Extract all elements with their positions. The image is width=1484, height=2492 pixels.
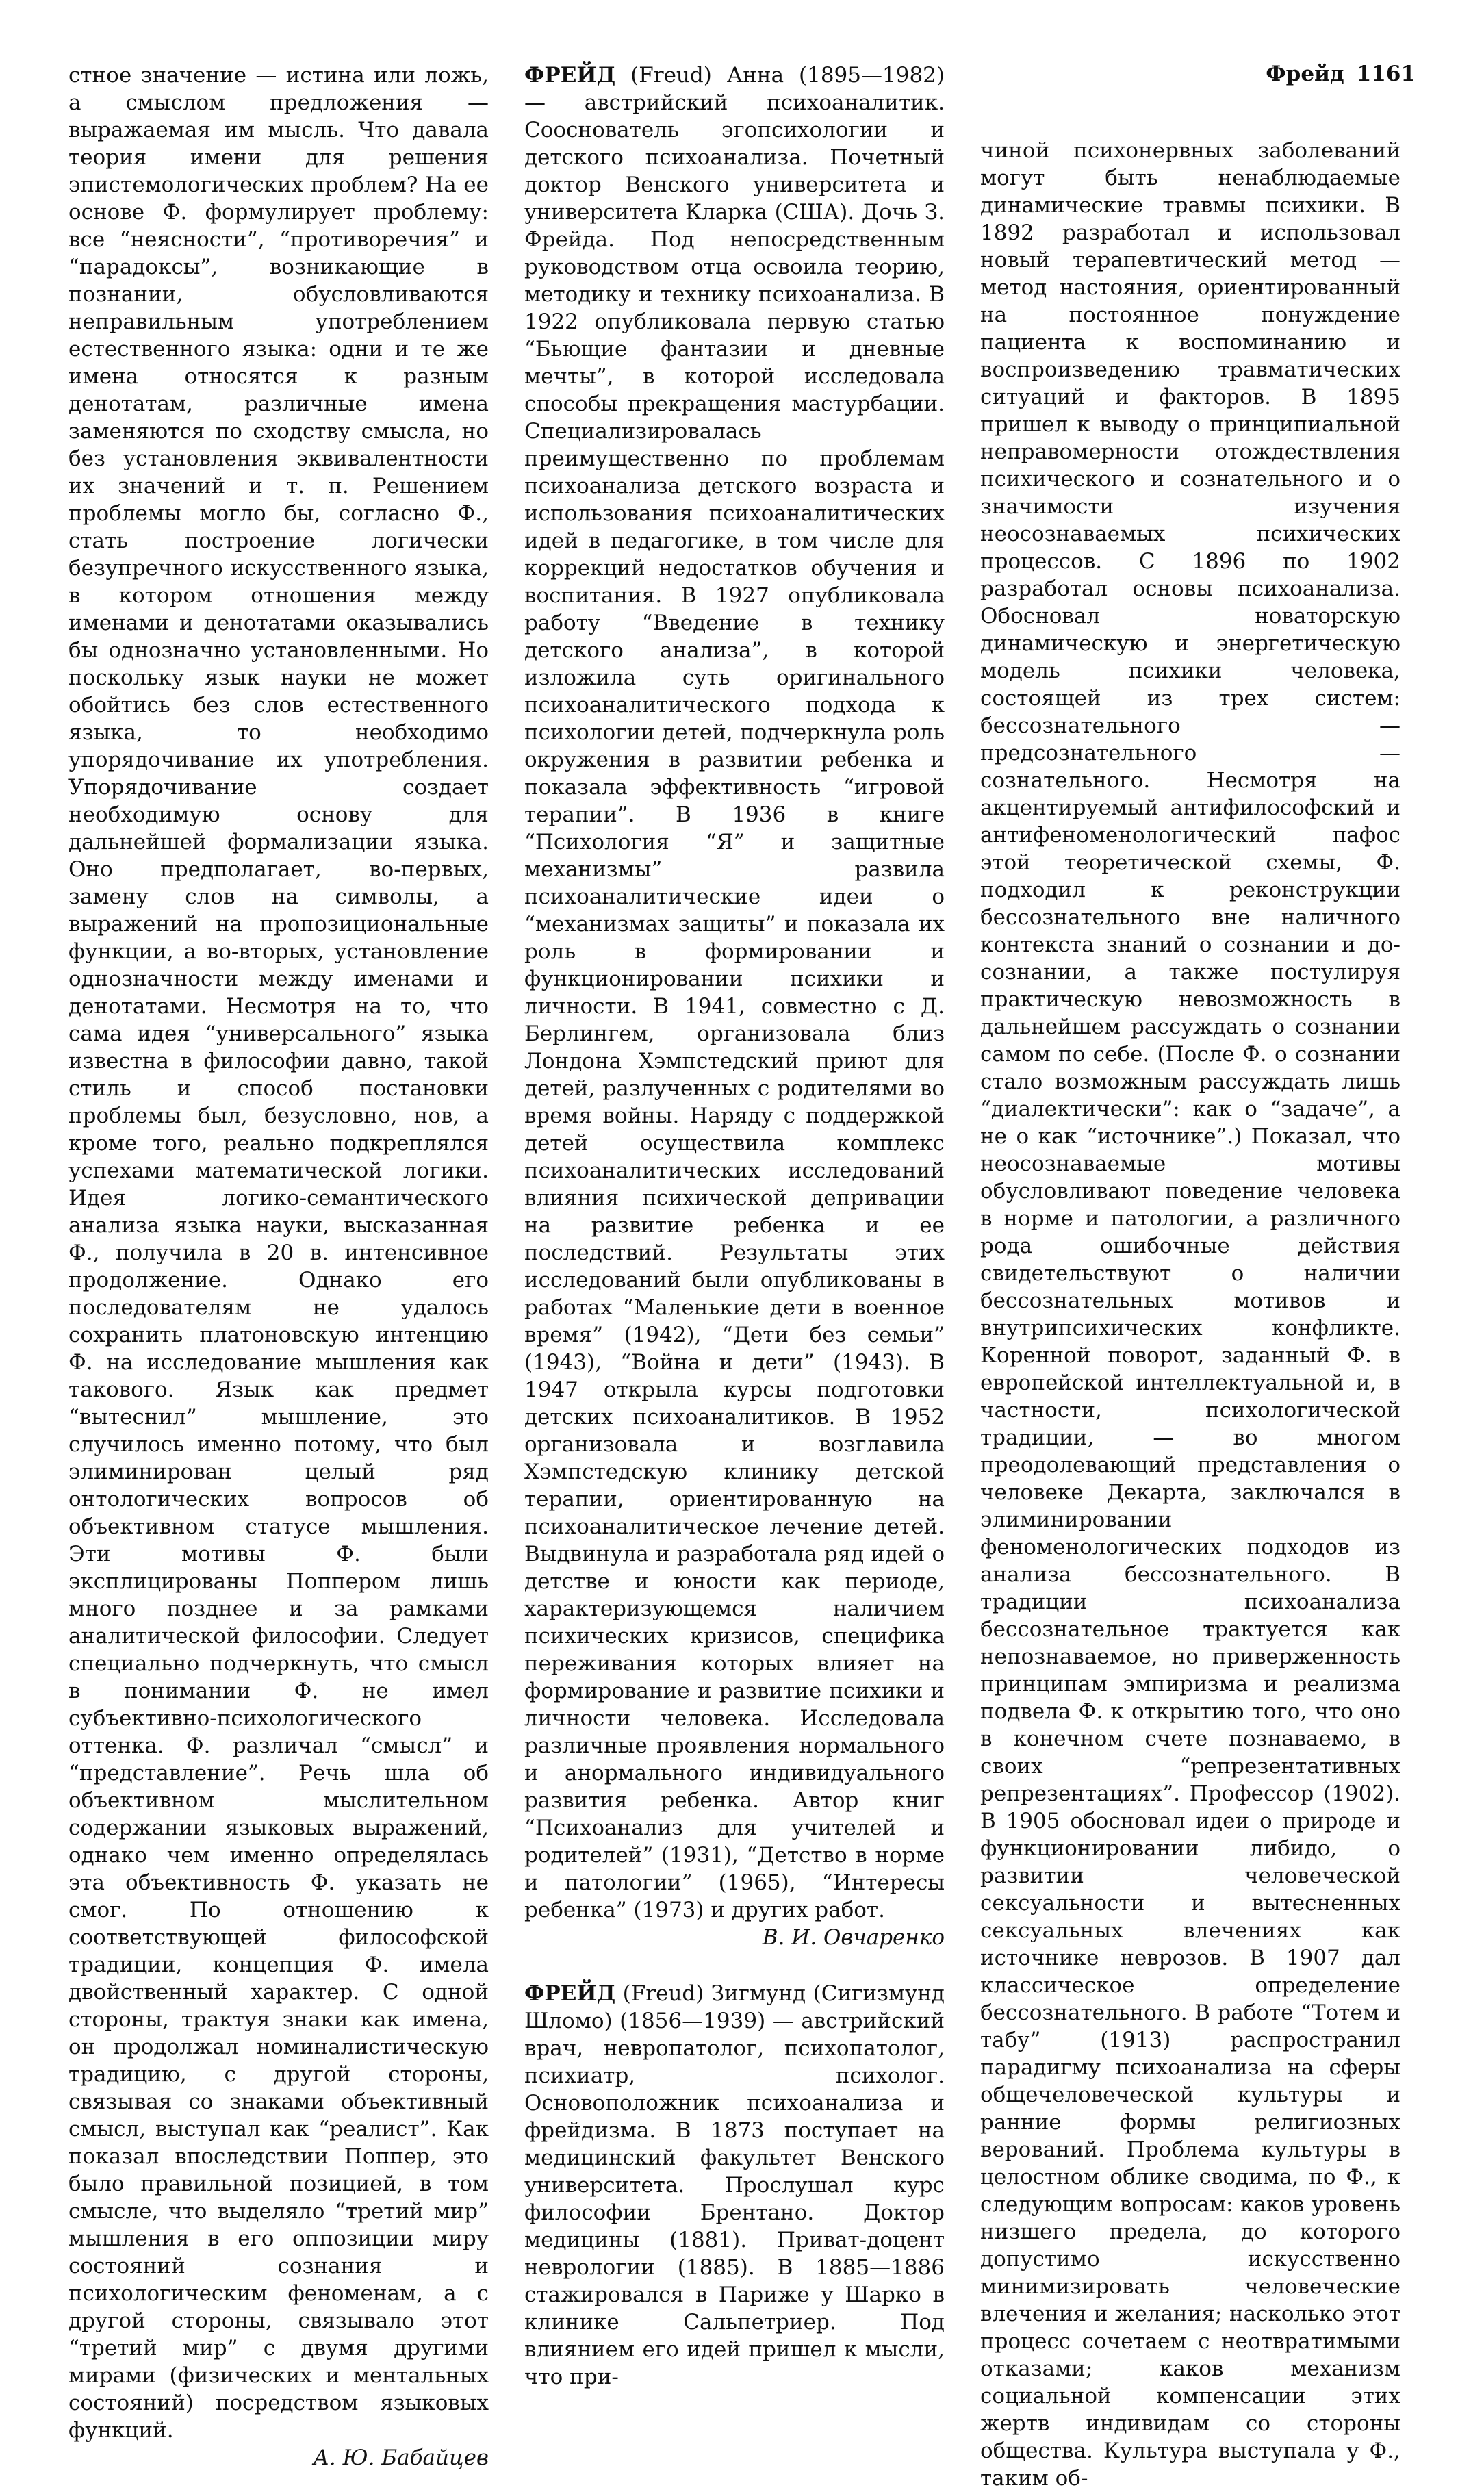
entry-continuation-text: чиной психонервных заболеваний могут быть ненаблюдаемые динамические травмы психики. В 1892 разработал и использовал новый терапевтический метод — метод настояния, ориентированный на постоянное понуждение пациента к воспоминанию и воспроизведению травматических ситуаций и факторов. В 1895 пришел к выводу о принципиальной неправомерности отождествления психического и сознательного и о значимости изучения неосознаваемых психических процессов. С 1896 по 1902 разработал основы психоанализа. Обосновал новаторскую динамическую и энергетическую модель психики человека, состоящей из трех систем: бессознательного — предсознательного — сознательного. Несмотря на акцентируемый антифилософский и антифеноменологический пафос этой теоретической схемы, Ф. подходил к реконструкции бессознательного вне наличного контекста знаний о сознании и до-сознании, а также постулируя практическую невозможность в дальнейшем рассуждать о сознании самом по себе. (После Ф. о сознании стало возможным рассуждать лишь “диалектически”: как о “задаче”, а не о как “источнике”.) Показал, что неосознаваемые мотивы обусловливают поведение человека в норме и патологии, а различного рода ошибочные действия свидетельствуют о наличии бессознательных мотивов и внутрипсихических конфликте. Коренной поворот, заданный Ф. в европейской интеллектуальной и, в частности, психологической традиции, — во многом преодолевающий представления о человеке Декарта, заключался в элиминировании феноменологических подходов из анализа бессознательного. В традиции психоанализа бессознательное трактуется как непознаваемое, но приверженность принципам эмпиризма и реализма подвела Ф. к открытию того, что оно в конечном счете познаваемо, в своих “репрезентативных репрезентациях”. Профессор (1902). В 1905 обосновал идеи о природе и функционировании либидо, о развитии человеческой сексуальности и вытесненных сексуальных влечениях как источнике неврозов. В 1907 дал классическое определение бессознательного. В работе “Тотем и табу” (1913) распространил парадигму психоанализа на сферы общечеловеческой культуры и ранние формы религиозных верований. Проблема культуры в целостном облике сводима, по Ф., к следующим вопросам: каков уровень низшего предела, до которого допустимо искусственно минимизировать человеческие влечения и желания; насколько этот процесс сочетаем с неотвратимыми отказами; каков механизм социальной компенсации этих жертв индивидам со стороны общества. Культура выступала у Ф., таким об- bbox=[980, 138, 1400, 2491]
article-continuation-text: стное значение — истина или ложь, а смыслом предложения — выражаемая им мысль. Что давала теория имени для решения эпистемологических проблем? На ее основе Ф. формулирует проблему: все “неясности”, “противоречия” и “парадоксы”, возникающие в познании, обусловливаются неправильным употреблением естественного языка: одни и те же имена относятся к разным денотатам, различные имена заменяются по сходству смысла, но без установления эквивалентности их значений и т. п. Решением проблемы могло бы, согласно Ф., стать построение логически безупречного искусственного языка, в котором отношения между именами и денотатами оказывались бы однозначно установленными. Но поскольку язык науки не может обойтись без слов естественного языка, то необходимо упорядочивание их употребления. Упорядочивание создает необходимую основу для дальнейшей формализации языка. Оно предполагает, во-первых, замену слов на символы, а выражений на пропозициональные функции, а во-вторых, установление однозначности между именами и денотатами. Несмотря на то, что сама идея “универсального” языка известна в философии давно, такой стиль и способ постановки проблемы был, безусловно, нов, а кроме того, реально подкреплялся успехами математической логики. Идея логико-семантического анализа языка науки, высказанная Ф., получила в 20 в. интенсивное продолжение. Однако его последователям не удалось сохранить платоновскую интенцию Ф. на исследование мышления как такового. Язык как предмет “вытеснил” мышление, это случилось именно потому, что был элиминирован целый ряд онтологических вопросов об объективном статусе мышления. Эти мотивы Ф. были эксплицированы Поппером лишь много позднее и за рамками аналитической философии. Следует специально подчеркнуть, что смысл в понимании Ф. не имел субъективно-психологического оттенка. Ф. различал “смысл” и “представление”. Речь шла об объективном мыслительном содержании языковых выражений, однако чем именно определялась эта объективность Ф. указать не смог. По отношению к соответствующей философской традиции, концепция Ф. имела двойственный характер. С одной стороны, трактуя знаки как имена, он продолжал номиналистическую традицию, с другой стороны, связывая со знаками объективный смысл, выступал как “реалист”. Как показал впоследствии Поппер, это было правильной позицией, в том смысле, что выделяло “третий мир” мышления в его оппозиции миру состояний сознания и психологическим феноменам, а с другой стороны, связывало этот “третий мир” с двумя другими мирами (физических и ментальных состояний) посредством языковых функций. bbox=[68, 63, 489, 2443]
entry-body: (Freud) Анна (1895—1982) — австрийский психоаналитик. Сооснователь эгопсихологии и детского психоанализа. Почетный доктор Венского университета и университета Кларка (США). Дочь З. Фрейда. Под непосредственным руководством отца освоила теорию, методику и технику психоанализа. В 1922 опубликовала первую статью “Бьющие фантазии и дневные мечты”, в которой исследовала способы прекращения мастурбации. Специализировалась преимущественно по проблемам психоанализа детского возраста и использования психоаналитических идей в педагогике, в том числе для коррекций недостатков обучения и воспитания. В 1927 опубликовала работу “Введение в технику детского анализа”, в которой изложила суть оригинального психоаналитического подхода к психологии детей, подчеркнула роль окружения в развитии ребенка и показала эффективность “игровой терапии”. В 1936 в книге “Психология “Я” и защитные механизмы” развила психоаналитические идеи о “механизмах защиты” и показала их роль в формировании и функционировании психики и личности. В 1941, совместно с Д. Берлингем, организовала близ Лондона Хэмпстедский приют для детей, разлученных с родителями во время войны. Наряду с поддержкой детей осуществила комплекс психоаналитических исследований влияния психической депривации на развитие ребенка и ее последствий. Результаты этих исследований были опубликованы в работах “Маленькие дети в военное время” (1942), “Дети без семьи” (1943), “Война и дети” (1943). В 1947 открыла курсы подготовки детских психоаналитиков. В 1952 организовала и возглавила Хэмпстедскую клинику детской терапии, ориентированную на психоаналитическое лечение детей. Выдвинула и разработала ряд идей о детстве и юности как периоде, характеризующемся наличием психических кризисов, специфика переживания которых влияет на формирование и развитие психики и личности человека. Исследовала различные проявления нормального и анормального индивидуального развития ребенка. Автор книг “Психоанализ для учителей и родителей” (1931), “Детство в норме и патологии” (1965), “Интересы ребенка” (1973) и других работ. bbox=[524, 63, 945, 1922]
running-title: Фрейд bbox=[1266, 62, 1344, 86]
page-number: 1161 bbox=[1356, 62, 1416, 86]
entry-separator bbox=[524, 1951, 945, 1980]
entry-freud-anna bbox=[524, 62, 945, 1924]
column-middle bbox=[524, 62, 945, 2391]
entry-body: (Freud) Зигмунд (Сигизмунд Шломо) (1856—1939) — австрийский врач, невропатолог, психопатолог, психиатр, психолог. Основоположник психоанализа и фрейдизма. В 1873 поступает на медицинский факультет Венского университета. Прослушал курс философии Брентано. Доктор медицины (1881). Приват-доцент неврологии (1885). В 1885—1886 стажировался в Париже у Шарко в клинике Сальпетриер. Под влиянием его идей пришел к мысли, что при- bbox=[524, 1981, 945, 2389]
running-header bbox=[1266, 62, 1416, 86]
author-signature: А. Ю. Бабайцев bbox=[313, 2445, 489, 2470]
column-left bbox=[68, 62, 489, 2471]
entry-headword: ФРЕЙД bbox=[524, 1981, 616, 2006]
column-right bbox=[980, 137, 1400, 2492]
entry-freud-sigmund bbox=[524, 1980, 945, 2391]
entry-headword: ФРЕЙД bbox=[524, 63, 616, 88]
author-signature: В. И. Овчаренко bbox=[762, 1925, 945, 1950]
